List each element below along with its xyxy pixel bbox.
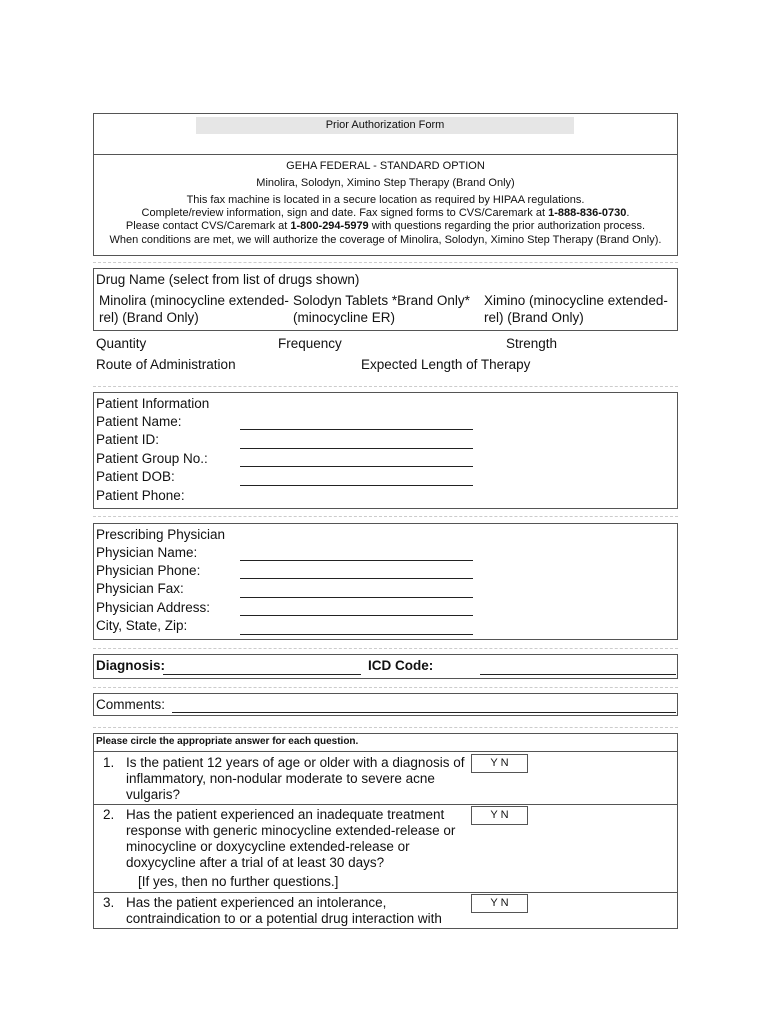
physician-address-field[interactable] <box>240 615 473 616</box>
question-2-answer[interactable]: Y N <box>471 806 528 825</box>
patient-group-label: Patient Group No.: <box>96 451 208 466</box>
frequency-label: Frequency <box>278 336 342 351</box>
comments-label: Comments: <box>96 697 166 712</box>
fax-instructions-text: Complete/review information, sign and date. Fax signed forms to CVS/Caremark at <box>141 207 549 219</box>
physician-fax-field[interactable] <box>240 597 473 598</box>
separator <box>93 648 678 649</box>
separator <box>93 516 678 517</box>
question-3-text: Has the patient experienced an intolerance, contraindication to or a potential drug interaction with <box>126 895 442 926</box>
icd-code-label: ICD Code: <box>368 658 434 673</box>
patient-name-field[interactable] <box>240 429 473 430</box>
drug-option-ximino[interactable]: Ximino (minocycline extended-rel) (Brand Only) <box>484 293 668 325</box>
patient-dob-label: Patient DOB: <box>96 469 175 484</box>
question-divider <box>93 804 678 805</box>
question-3-answer[interactable]: Y N <box>471 894 528 913</box>
fax-instructions <box>93 207 678 219</box>
question-1-answer[interactable]: Y N <box>471 754 528 773</box>
route-label: Route of Administration <box>96 357 236 372</box>
question-1-number: 1. <box>103 755 115 770</box>
diagnosis-label: Diagnosis: <box>96 658 166 673</box>
drug-option-minolira[interactable]: Minolira (minocycline extended-rel) (Brand Only) <box>99 293 289 325</box>
conditions-notice: When conditions are met, we will authorize the coverage of Minolira, Solodyn, Ximino Step Therapy (Brand Only). <box>109 234 662 246</box>
hipaa-notice: This fax machine is located in a secure location as required by HIPAA regulations. <box>186 194 585 206</box>
physician-name-field[interactable] <box>240 560 473 561</box>
physician-name-label: Physician Name: <box>96 545 198 560</box>
diagnosis-field[interactable] <box>163 674 361 675</box>
fax-number: 1-888-836-0730 <box>548 207 627 219</box>
city-state-zip-label: City, State, Zip: <box>96 618 188 633</box>
therapy-length-label: Expected Length of Therapy <box>361 357 531 372</box>
question-2-number: 2. <box>103 807 115 822</box>
physician-fax-label: Physician Fax: <box>96 581 184 596</box>
quantity-label: Quantity <box>96 336 147 351</box>
contact-text-end: with questions regarding the prior authorization process. <box>368 220 646 232</box>
form-title: Prior Authorization Form <box>325 119 445 131</box>
question-divider <box>93 751 678 752</box>
question-2-text: Has the patient experienced an inadequate treatment response with generic minocycline extended-release or minocycline or doxycycline extended-release or doxycycline after a trial of at least 30 days? <box>126 807 456 870</box>
separator <box>93 727 678 728</box>
patient-id-label: Patient ID: <box>96 432 160 447</box>
header-divider <box>93 154 678 155</box>
contact-instructions <box>93 220 678 232</box>
icd-code-field[interactable] <box>480 674 676 675</box>
patient-group-field[interactable] <box>240 466 473 467</box>
city-state-zip-field[interactable] <box>240 634 473 635</box>
physician-heading: Prescribing Physician <box>96 527 226 542</box>
patient-name-label: Patient Name: <box>96 414 182 429</box>
physician-phone-label: Physician Phone: <box>96 563 201 578</box>
drug-option-solodyn[interactable]: Solodyn Tablets *Brand Only* (minocycline ER) <box>293 293 470 325</box>
question-instruction: Please circle the appropriate answer for each question. <box>96 736 359 747</box>
strength-label: Strength <box>506 336 558 351</box>
question-1-text: Is the patient 12 years of age or older with a diagnosis of inflammatory, non-nodular moderate to severe acne vulgaris? <box>126 755 465 802</box>
patient-id-field[interactable] <box>240 448 473 449</box>
question-3-number: 3. <box>103 895 115 910</box>
comments-field[interactable] <box>172 712 676 713</box>
question-2-note: [If yes, then no further questions.] <box>138 874 339 889</box>
question-divider <box>93 892 678 893</box>
separator <box>93 386 678 387</box>
contact-phone: 1-800-294-5979 <box>290 220 369 232</box>
patient-dob-field[interactable] <box>240 485 473 486</box>
fax-instructions-end: . <box>626 207 630 219</box>
drug-name-label: Drug Name (select from list of drugs shown) <box>96 272 360 287</box>
contact-text: Please contact CVS/Caremark at <box>125 220 291 232</box>
separator <box>93 262 678 263</box>
plan-name: GEHA FEDERAL - STANDARD OPTION <box>286 160 485 172</box>
separator <box>93 687 678 688</box>
program-name: Minolira, Solodyn, Ximino Step Therapy (Brand Only) <box>256 177 515 189</box>
physician-phone-field[interactable] <box>240 578 473 579</box>
patient-heading: Patient Information <box>96 396 210 411</box>
physician-address-label: Physician Address: <box>96 600 211 615</box>
patient-phone-label: Patient Phone: <box>96 488 185 503</box>
